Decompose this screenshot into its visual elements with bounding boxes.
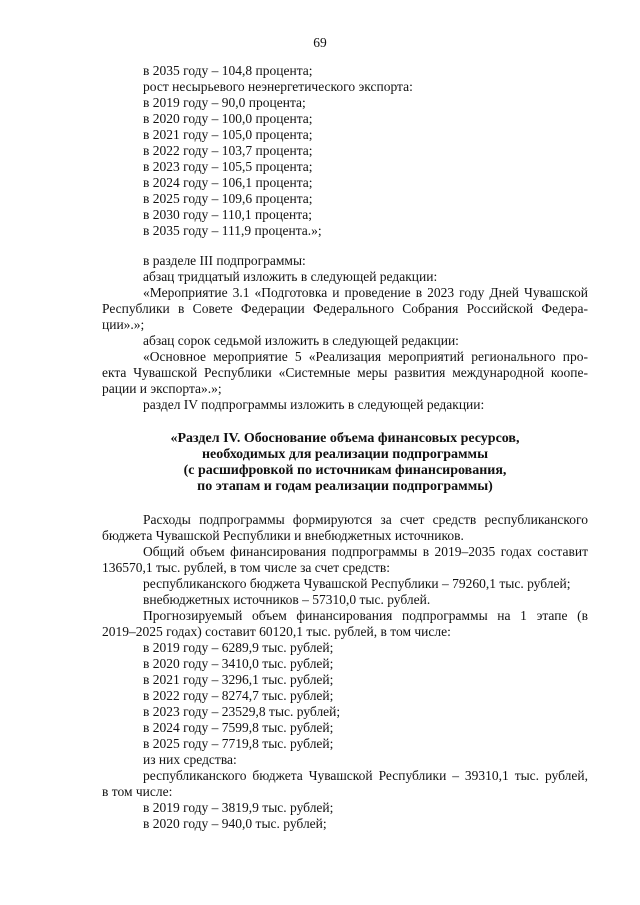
section-heading-line: по этапам и годам реализации подпрограммы): [197, 479, 493, 494]
paragraph: раздел IV подпрограммы изложить в следующей редакции:: [143, 397, 485, 412]
paragraph-line: рации и экспорта».»;: [102, 381, 222, 396]
list-item: в 2035 году – 111,9 процента.»;: [143, 223, 322, 238]
paragraph-line: Общий объем финансирования подпрограммы в 2019–2035 годах составит: [143, 544, 588, 559]
list-item: в 2020 году – 3410,0 тыс. рублей;: [143, 656, 334, 671]
list-item: в 2019 году – 6289,9 тыс. рублей;: [143, 640, 334, 655]
list-item: в 2019 году – 90,0 процента;: [143, 95, 306, 110]
paragraph-line: «Основное мероприятие 5 «Реализация мероприятий регионального про-: [143, 349, 588, 364]
list-item: в 2024 году – 106,1 процента;: [143, 175, 313, 190]
list-item: в 2021 году – 105,0 процента;: [143, 127, 313, 142]
paragraph: абзац тридцатый изложить в следующей редакции:: [143, 269, 438, 284]
paragraph-line: екта Чувашской Республики «Системные меры развития международной коопе-: [102, 365, 588, 380]
paragraph-line: в том числе:: [102, 784, 173, 799]
list-item: в 2022 году – 8274,7 тыс. рублей;: [143, 688, 334, 703]
section-heading-line: (с расшифровкой по источникам финансирования,: [183, 463, 507, 478]
list-item: в 2020 году – 940,0 тыс. рублей;: [143, 816, 327, 831]
paragraph: абзац сорок седьмой изложить в следующей редакции:: [143, 333, 459, 348]
list-heading: рост несырьевого неэнергетического экспорта:: [143, 79, 413, 94]
paragraph-line: ции».»;: [102, 317, 145, 332]
paragraph-line: Расходы подпрограммы формируются за счет средств республиканского: [143, 512, 588, 527]
paragraph-line: бюджета Чувашской Республики и внебюджетных источников.: [102, 528, 464, 543]
paragraph-line: 2019–2025 годах) составит 60120,1 тыс. рублей, в том числе:: [102, 624, 451, 639]
paragraph-line: «Мероприятие 3.1 «Подготовка и проведение в 2023 году Дней Чувашской: [143, 285, 588, 300]
paragraph: республиканского бюджета Чувашской Республики – 79260,1 тыс. рублей;: [143, 576, 571, 591]
paragraph: в разделе III подпрограммы:: [143, 253, 306, 268]
list-item: в 2020 году – 100,0 процента;: [143, 111, 313, 126]
list-item: в 2035 году – 104,8 процента;: [143, 63, 313, 78]
paragraph: из них средства:: [143, 752, 237, 767]
paragraph: внебюджетных источников – 57310,0 тыс. рублей.: [143, 592, 431, 607]
section-heading-line: необходимых для реализации подпрограммы: [201, 447, 489, 462]
list-item: в 2022 году – 103,7 процента;: [143, 143, 313, 158]
list-item: в 2025 году – 7719,8 тыс. рублей;: [143, 736, 334, 751]
list-item: в 2021 году – 3296,1 тыс. рублей;: [143, 672, 334, 687]
list-item: в 2024 году – 7599,8 тыс. рублей;: [143, 720, 334, 735]
list-item: в 2023 году – 23529,8 тыс. рублей;: [143, 704, 341, 719]
section-heading-line: «Раздел IV. Обоснование объема финансовых ресурсов,: [170, 431, 520, 446]
paragraph-line: республиканского бюджета Чувашской Республики – 39310,1 тыс. рублей,: [143, 768, 588, 783]
paragraph-line: Республики в Совете Федерации Федерального Собрания Российской Федера-: [102, 301, 588, 316]
paragraph-line: 136570,1 тыс. рублей, в том числе за счет средств:: [102, 560, 391, 575]
page-number: 69: [313, 35, 327, 50]
paragraph-line: Прогнозируемый объем финансирования подпрограммы на 1 этапе (в: [143, 608, 588, 623]
list-item: в 2025 году – 109,6 процента;: [143, 191, 313, 206]
list-item: в 2023 году – 105,5 процента;: [143, 159, 313, 174]
list-item: в 2030 году – 110,1 процента;: [143, 207, 313, 222]
list-item: в 2019 году – 3819,9 тыс. рублей;: [143, 800, 334, 815]
